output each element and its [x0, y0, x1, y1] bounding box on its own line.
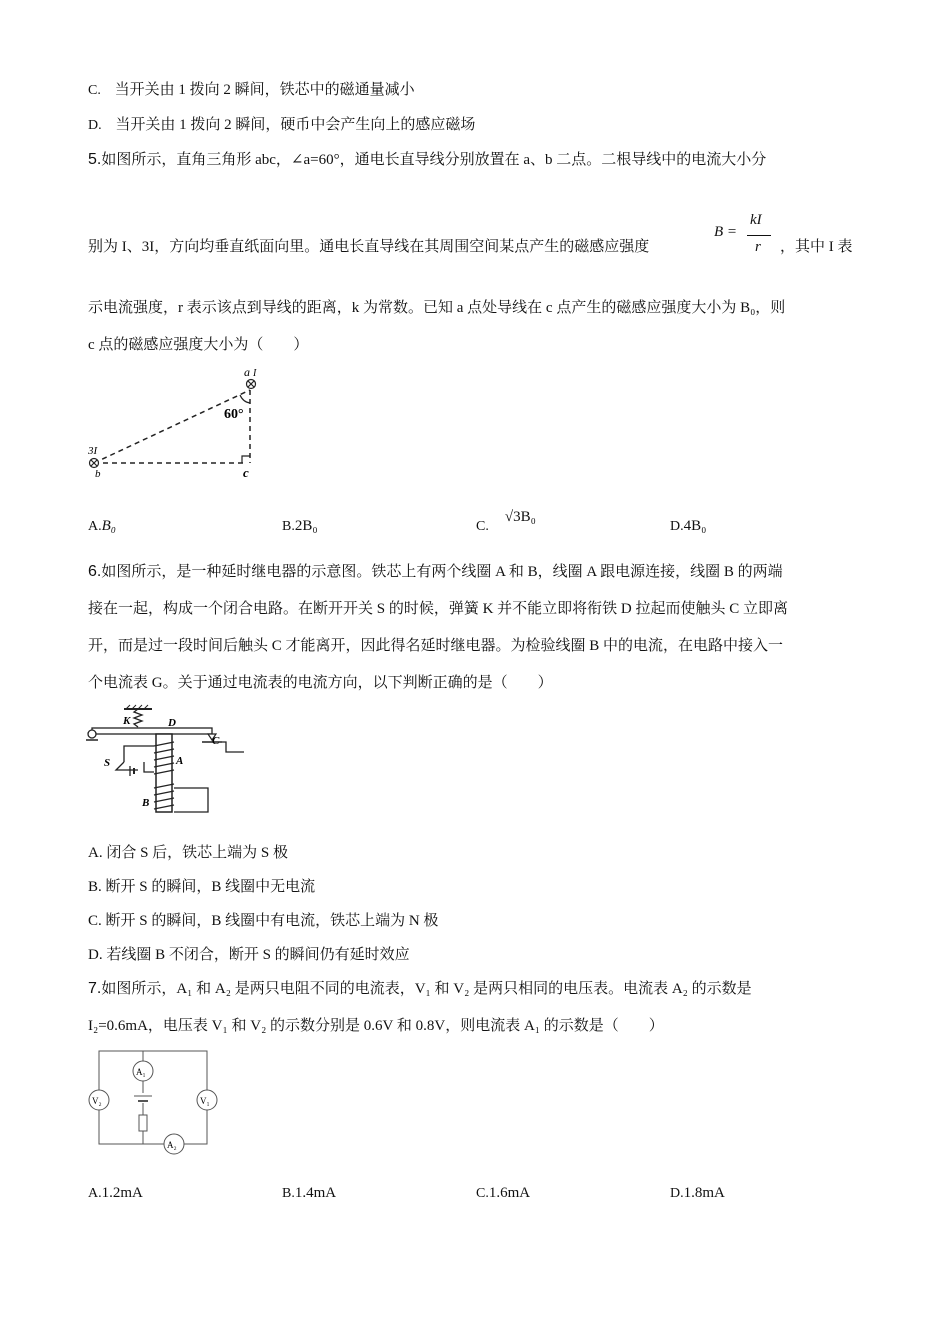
right-angle-mark	[242, 456, 250, 463]
q7-option-b: B.1.4mA	[282, 1185, 337, 1201]
q5-option-c: C.√3B₀	[476, 509, 536, 534]
q5-option-b: B.2B₀	[282, 518, 318, 534]
q5-triangle-figure	[80, 362, 270, 484]
q6-line4: 个电流表 G。关于通过电流表的电流方向，以下判断正确的是（ ）	[88, 675, 553, 691]
q6-relay-figure	[84, 704, 244, 820]
q6-line2: 接在一起，构成一个闭合电路。在断开开关 S 的时候，弹簧 K 并不能立即将衔铁 D 拉起而使触头 C 立即离	[88, 601, 789, 617]
q6-option-c: C. 断开 S 的瞬间，B 线圈中有电流，铁芯上端为 N 极	[88, 913, 439, 929]
q7-number: 7.	[88, 980, 102, 997]
q4-option-d: D. 当开关由 1 拨向 2 瞬间，硬币中会产生向上的感应磁场	[88, 117, 476, 133]
q6-option-b: B. 断开 S 的瞬间，B 线圈中无电流	[88, 879, 316, 895]
q5-line1: 5.如图所示，直角三角形 abc，∠a=60°，通电长直导线分别放置在 a、b 二点。二根导线中的电流大小分	[88, 151, 767, 168]
pivot	[88, 730, 96, 738]
q5-line2: 别为 I、3I，方向均垂直纸面向里。通电长直导线在其周围空间某点产生的磁感应强度	[88, 239, 650, 255]
q6-option-d: D. 若线圈 B 不闭合，断开 S 的瞬间仍有延时效应	[88, 947, 410, 963]
svg-text:A₁: A₁	[136, 1067, 146, 1077]
q6-option-a: A. 闭合 S 后，铁芯上端为 S 极	[88, 845, 289, 861]
label-b: b	[95, 468, 101, 480]
angle-arc	[240, 395, 250, 403]
spring-k	[134, 709, 142, 727]
q7-line2: I₂=0.6mA，电压表 V₁ 和 V₂ 的示数分别是 0.6V 和 0.8V，则电流表 A₁ 的示数是（ ）	[88, 1018, 664, 1034]
label-B: B	[142, 797, 150, 809]
hypotenuse-ab	[94, 390, 250, 463]
svg-text:A₂: A₂	[167, 1140, 177, 1150]
label-C: C	[212, 735, 220, 747]
q5-option-a: A.B₀	[88, 518, 117, 534]
wire-b-icon	[90, 459, 99, 468]
q5-option-d: D.4B₀	[670, 518, 707, 534]
label-c: c	[243, 465, 249, 480]
q5-number: 5.	[88, 151, 102, 168]
circuit-frame	[99, 1051, 207, 1144]
label-S: S	[104, 757, 111, 769]
q7-circuit-figure	[86, 1046, 220, 1160]
q7-option-c: C.1.6mA	[476, 1185, 531, 1201]
q7-line1: 7.如图所示，A₁ 和 A₂ 是两只电阻不同的电流表，V₁ 和 V₂ 是两只相同的电压表。电流表 A₂ 的示数是	[88, 980, 752, 997]
wire-a-icon	[247, 380, 256, 389]
q5-line3: 示电流强度，r 表示该点到导线的距离，k 为常数。已知 a 点处导线在 c 点产生的磁感应强度大小为 B₀，则	[88, 300, 786, 316]
label-A: A	[176, 755, 184, 767]
q6-line1: 6.如图所示，是一种延时继电器的示意图。铁芯上有两个线圈 A 和 B，线圈 A 跟电源连接，线圈 B 的两端	[88, 563, 783, 580]
switch-s	[116, 762, 128, 770]
q4-option-c: C. 当开关由 1 拨向 2 瞬间，铁芯中的磁通量减小	[88, 82, 415, 98]
q7-option-d: D.1.8mA	[670, 1185, 725, 1201]
q5-line2-post: ，其中 I 表	[780, 239, 853, 255]
q6-line3: 开，而是过一段时间后触头 C 才能离开，因此得名延时继电器。为检验线圈 B 中的电流，在电路中接入一	[88, 638, 784, 654]
svg-text:V₁: V₁	[200, 1096, 210, 1106]
q7-option-a: A.1.2mA	[88, 1185, 143, 1201]
label-a: a	[244, 365, 250, 379]
label-K: K	[123, 715, 131, 727]
label-I: I	[253, 368, 257, 379]
fraction-bar	[747, 235, 771, 236]
label-D: D	[168, 717, 176, 729]
q6-number: 6.	[88, 563, 102, 580]
label-angle: 60°	[224, 407, 244, 422]
label-3I: 3I	[88, 445, 98, 457]
svg-text:V₂: V₂	[92, 1096, 102, 1106]
armature-d	[92, 728, 212, 734]
q5-line4: c 点的磁感应强度大小为（ ）	[88, 337, 309, 353]
q5-formula: B = kI r	[714, 212, 776, 262]
resistor-icon	[139, 1115, 147, 1131]
